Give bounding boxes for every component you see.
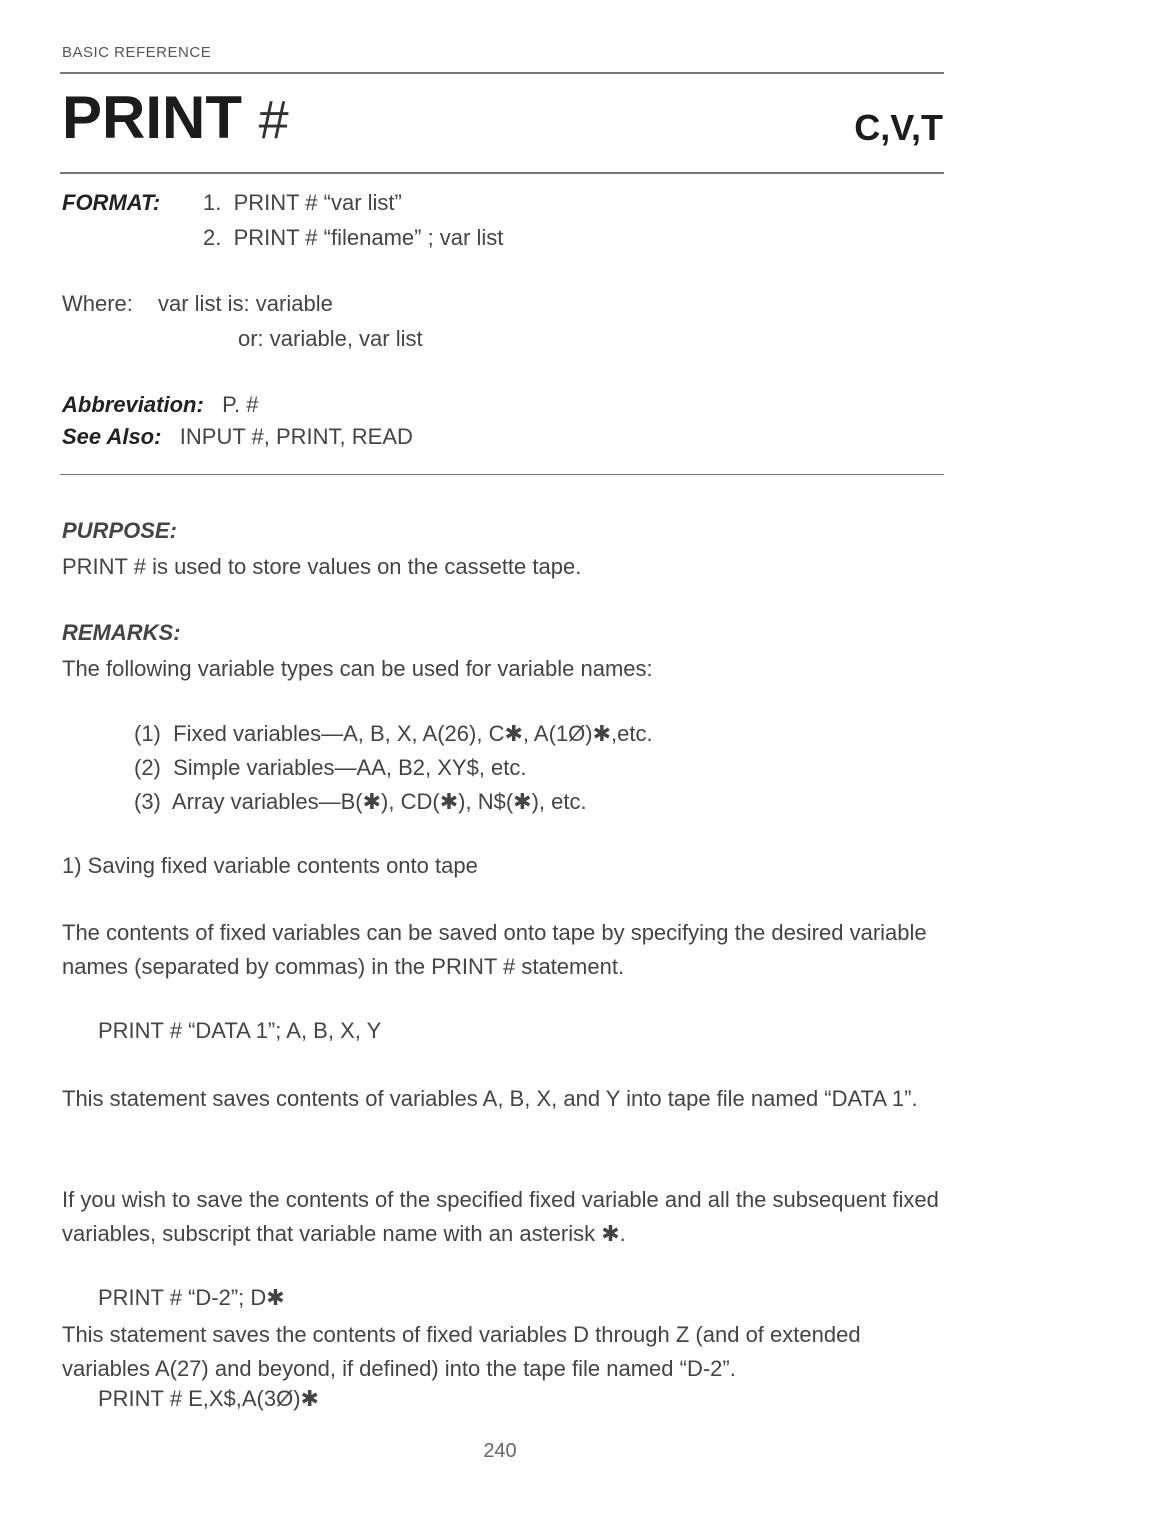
see-also-value: INPUT #, PRINT, READ bbox=[179, 424, 413, 449]
divider-rule bbox=[60, 474, 944, 475]
title-keyword: PRINT bbox=[62, 84, 242, 151]
purpose-text: PRINT # is used to store values on the cassette tape. bbox=[62, 554, 582, 579]
where-line-2: or: variable, var list bbox=[238, 326, 423, 351]
abbreviation-value: P. # bbox=[222, 392, 259, 417]
sub-heading: 1) Saving fixed variable contents onto tape bbox=[62, 853, 478, 878]
example-1: PRINT # “DATA 1”; A, B, X, Y bbox=[98, 1018, 382, 1043]
format-label: FORMAT: bbox=[62, 190, 161, 215]
paragraph-3: If you wish to save the contents of the specified fixed variable and all the subsequent fixed variables, subscript that variable name with an asterisk ✱. bbox=[62, 1187, 939, 1246]
mode-badge: C,V,T bbox=[854, 107, 943, 148]
format-item-1: 1. PRINT # “var list” bbox=[203, 190, 402, 215]
variable-type-3: (3) Array variables—B(✱), CD(✱), N$(✱), etc. bbox=[134, 789, 587, 814]
variable-type-2: (2) Simple variables—AA, B2, XY$, etc. bbox=[134, 755, 527, 780]
where-line-1: var list is: variable bbox=[158, 291, 333, 316]
see-also-label: See Also: bbox=[62, 424, 162, 449]
example-3: PRINT # E,X$,A(3Ø)✱ bbox=[98, 1386, 319, 1411]
page-title bbox=[62, 84, 289, 151]
remarks-intro: The following variable types can be used for variable names: bbox=[62, 656, 653, 681]
section-header: BASIC REFERENCE bbox=[62, 44, 212, 61]
title-symbol: # bbox=[258, 90, 289, 150]
example-2: PRINT # “D-2”; D✱ bbox=[98, 1285, 285, 1310]
variable-type-1: (1) Fixed variables—A, B, X, A(26), C✱, A(1Ø)✱,etc. bbox=[134, 721, 653, 746]
paragraph-1: The contents of fixed variables can be saved onto tape by specifying the desired variable names (separated by commas) in the PRINT # statement. bbox=[62, 920, 927, 979]
abbreviation-row bbox=[62, 392, 258, 418]
where-label: Where: bbox=[62, 291, 133, 316]
format-item-2: 2. PRINT # “filename” ; var list bbox=[203, 225, 504, 250]
page-number: 240 bbox=[483, 1440, 517, 1462]
header-rule bbox=[60, 72, 944, 74]
paragraph-2: This statement saves contents of variables A, B, X, and Y into tape file named “DATA 1”. bbox=[62, 1086, 918, 1111]
paragraph-4: This statement saves the contents of fixed variables D through Z (and of extended variables A(27) and beyond, if defined) into the tape file named “D-2”. bbox=[62, 1322, 861, 1381]
see-also-row bbox=[62, 424, 413, 450]
abbreviation-label: Abbreviation: bbox=[62, 392, 204, 417]
remarks-label: REMARKS: bbox=[62, 620, 181, 645]
purpose-label: PURPOSE: bbox=[62, 518, 177, 543]
title-rule bbox=[60, 172, 944, 174]
